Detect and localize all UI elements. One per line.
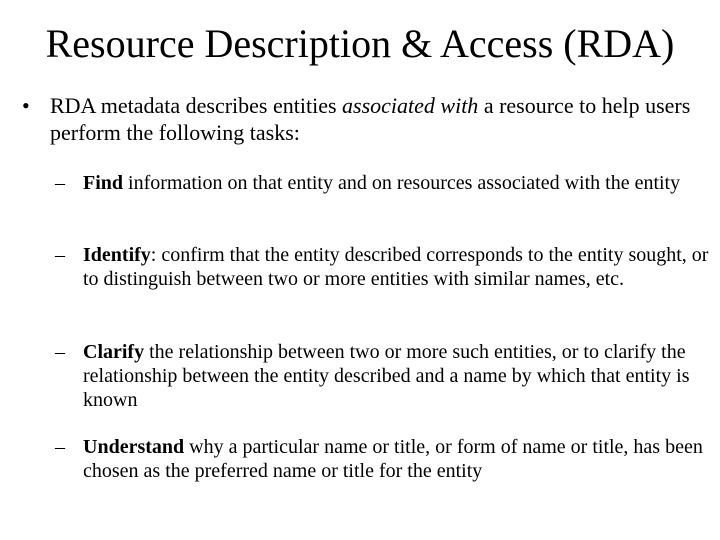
task-dash: – xyxy=(55,436,65,458)
task-identify xyxy=(55,243,710,291)
task-understand xyxy=(55,435,710,483)
bullet-text xyxy=(50,92,702,146)
slide-title: Resource Description & Access (RDA) xyxy=(45,21,675,66)
task-dash: – xyxy=(55,341,65,363)
task-keyword: Find xyxy=(83,172,124,194)
task-keyword: Clarify xyxy=(83,341,145,363)
bullet-text-after: a resource to help users perform the following tasks: xyxy=(50,93,691,145)
task-text xyxy=(83,340,710,412)
task-text xyxy=(83,243,710,291)
task-description: : confirm that the entity described corresponds to the entity sought, or to distinguish between two or more entities with similar names, etc. xyxy=(83,244,709,290)
bullet-text-before: RDA metadata describes entities xyxy=(50,93,343,118)
task-text xyxy=(83,435,710,483)
task-dash: – xyxy=(55,244,65,266)
bullet-marker: • xyxy=(22,93,30,118)
task-description: why a particular name or title, or form of name or title, has been chosen as the preferred name or title for the entity xyxy=(83,436,703,482)
task-keyword: Identify xyxy=(83,244,151,266)
task-description: information on that entity and on resources associated with the entity xyxy=(123,172,681,194)
main-bullet xyxy=(22,92,702,146)
task-dash: – xyxy=(55,172,65,194)
task-text xyxy=(83,171,710,195)
task-clarify xyxy=(55,340,710,412)
task-keyword: Understand xyxy=(83,436,185,458)
task-find xyxy=(55,171,710,195)
bullet-text-italic: associated with xyxy=(342,93,479,118)
task-description: the relationship between two or more such entities, or to clarify the relationship between the entity described and a name by which that entity is known xyxy=(83,341,690,411)
